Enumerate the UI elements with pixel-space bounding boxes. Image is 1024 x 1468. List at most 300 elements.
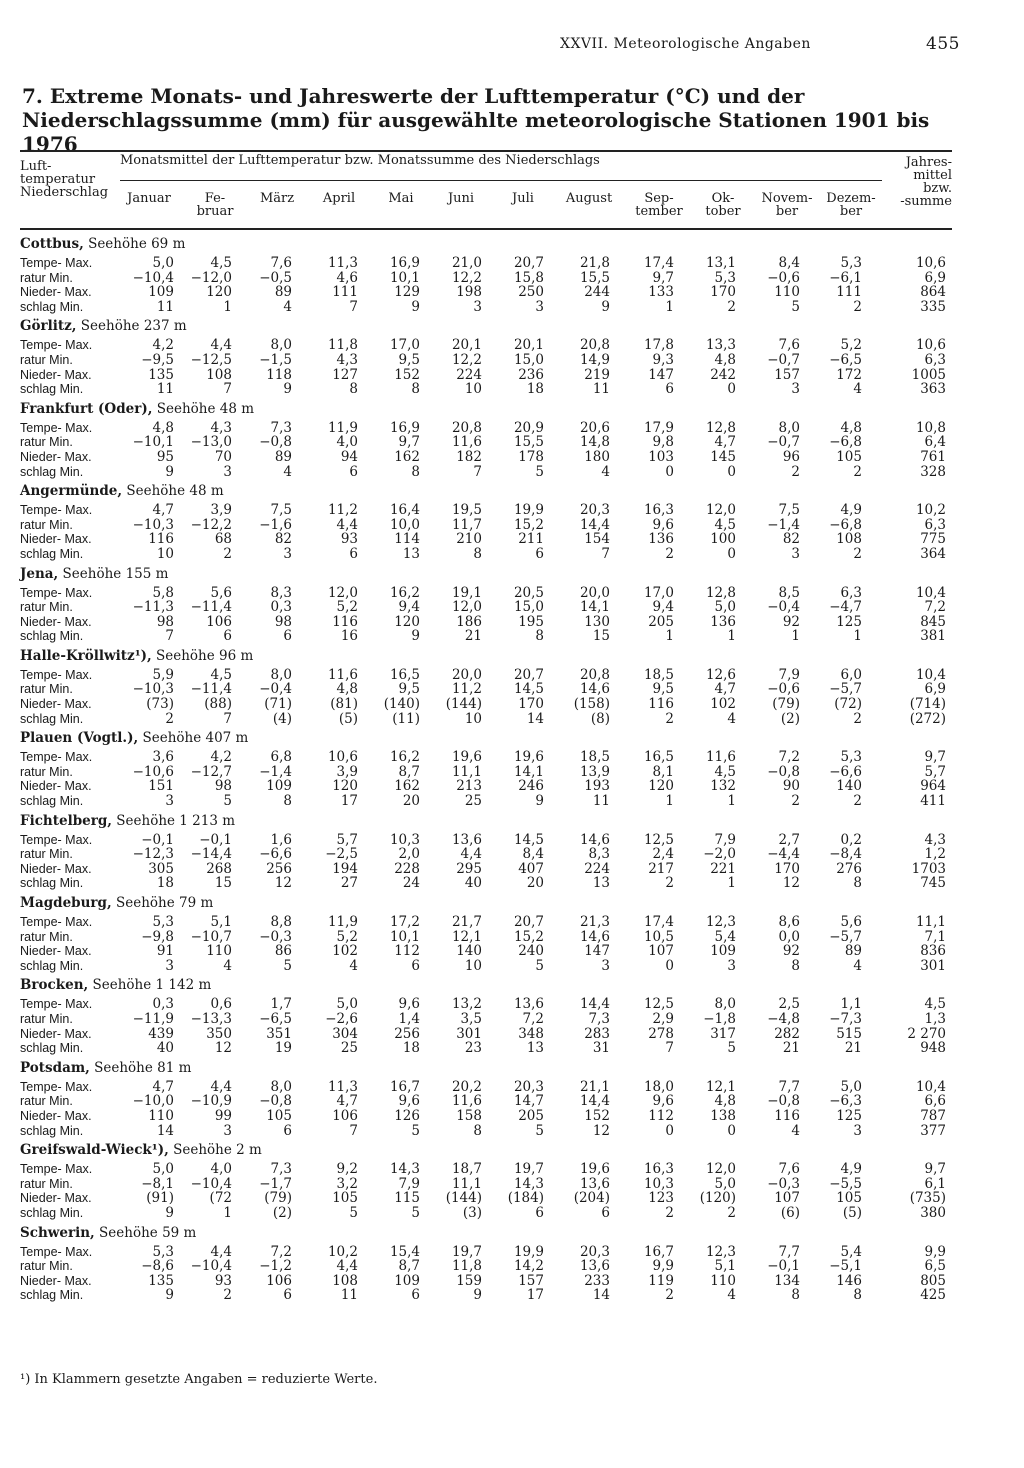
table-cell: 14,1 [513,763,544,780]
table-cell: 154 [584,531,610,548]
table-cell: 1,1 [840,996,862,1013]
table-cell: 8 [853,1287,862,1304]
table-cell: 3,5 [460,1010,482,1027]
table-cell: 12,5 [643,831,674,848]
row-label: schlag Min. [20,876,84,891]
table-cell: −1,5 [259,351,292,368]
table-cell: 8 [791,957,800,974]
table-cell: 18 [526,381,544,398]
table-row [20,1094,952,1109]
row-label: ratur Min. [20,352,73,367]
table-cell: 10,5 [643,928,674,945]
table-cell: (81) [330,696,358,713]
table-cell: 12,0 [451,599,482,616]
table-cell: 111 [836,284,862,301]
table-row [20,1109,952,1124]
table-row [20,915,952,930]
table-cell: 256 [394,1025,420,1042]
table-cell: 364 [920,545,946,562]
stub-header-line: Niederschlag [20,185,109,200]
table-cell: 425 [920,1287,946,1304]
table-cell: 100 [710,531,736,548]
month-header-line: April [322,191,356,206]
row-label: Nieder- Max. [20,614,92,629]
table-cell: 8,6 [778,914,800,930]
table-cell: −10,4 [190,1175,232,1192]
table-cell: 4,7 [714,681,736,698]
table-cell: 172 [836,366,862,383]
table-cell: 7,2 [522,1010,544,1027]
annual-header-line: bzw. [923,181,952,196]
table-cell: 7 [473,463,482,480]
table-cell: 138 [710,1107,736,1124]
table-cell: 136 [710,613,736,630]
row-label: Tempe- Max. [20,256,93,270]
station-elevation: Seehöhe 155 m [58,565,169,582]
table-cell: 20,1 [513,337,544,354]
table-cell: 10,1 [389,269,420,286]
table-cell: 16,4 [389,502,420,519]
table-cell: 6 [535,545,544,562]
month-header [248,192,306,205]
table-cell: 17,2 [389,914,420,930]
table-cell: 2 [791,793,800,810]
table-cell: 7,2 [778,749,800,766]
month-header [694,192,752,218]
table-cell: 1,4 [398,1010,420,1027]
table-cell: 7,7 [778,1078,800,1095]
table-cell: 123 [648,1190,674,1207]
table-cell: (140) [383,696,420,713]
table-cell: 3 [223,463,232,480]
table-cell: 213 [456,778,482,795]
annual-header-line: -summe [900,194,952,209]
table-cell: 301 [920,957,946,974]
table-cell: −0,1 [199,831,232,848]
table-cell: −12,2 [190,516,232,533]
row-label: ratur Min. [20,270,73,285]
station-elevation: Seehöhe 48 m [122,483,224,500]
table-cell: 19,6 [513,749,544,766]
table-cell: 6,5 [924,1258,946,1275]
table-cell: (72) [834,696,862,713]
row-label: schlag Min. [20,464,84,479]
table-cell: (735) [909,1190,946,1207]
table-cell: 240 [518,943,544,960]
table-cell: 19,7 [451,1243,482,1260]
table-cell: −0,3 [259,928,292,945]
table-cell: 4 [727,710,736,727]
table-cell: (4) [272,710,292,727]
table-cell: 16,3 [643,1161,674,1178]
table-cell: 170 [710,284,736,301]
table-cell: 515 [836,1025,862,1042]
table-cell: 4,2 [210,749,232,766]
table-cell: 380 [920,1204,946,1221]
table-cell: 4 [853,381,862,398]
table-cell: 3 [791,545,800,562]
table-cell: 2 [665,545,674,562]
table-cell: 246 [518,778,544,795]
station-row [20,479,952,503]
row-label: ratur Min. [20,764,73,779]
table-cell: 140 [456,943,482,960]
table-cell: 4,7 [152,502,174,519]
table-cell: 127 [332,366,358,383]
table-cell: 114 [394,531,420,548]
table-cell: 112 [394,943,420,960]
table-cell: 2,0 [398,846,420,863]
table-cell: 11,6 [705,749,736,766]
table-row [20,1027,952,1042]
table-cell: −10,4 [190,1258,232,1275]
table-cell: 17,0 [643,584,674,601]
table-cell: 105 [836,448,862,465]
table-cell: 89 [274,448,292,465]
table-cell: 12,8 [705,584,736,601]
station-row [20,973,952,997]
station-heading [20,1221,952,1245]
row-label: ratur Min. [20,847,73,862]
table-cell: 210 [456,531,482,548]
table-cell: 98 [274,613,292,630]
table-cell: 964 [920,778,946,795]
table-cell: 5,1 [714,1258,736,1275]
table-cell: 9 [535,793,544,810]
table-cell: 4,3 [210,419,232,436]
table-cell: 12,3 [705,1243,736,1260]
annual-header-line: Jahres- [905,155,952,170]
month-header [432,192,490,205]
table-cell: 6 [411,957,420,974]
table-cell: 120 [394,613,420,630]
row-label: Nieder- Max. [20,779,92,794]
table-cell: 4,8 [714,351,736,368]
table-cell: 864 [920,284,946,301]
table-cell: 9,9 [924,1243,946,1260]
table-cell: 5,1 [210,914,232,930]
table-cell: 5,0 [840,1078,862,1095]
table-cell: 20,8 [579,337,610,354]
table-cell: 283 [584,1025,610,1042]
table-cell: 4,4 [336,1258,358,1275]
table-cell: −1,4 [767,516,800,533]
table-cell: −1,4 [259,763,292,780]
table-cell: 20,1 [451,337,482,354]
table-cell: 13,9 [579,763,610,780]
table-cell: 4,5 [714,516,736,533]
table-cell: 20,0 [579,584,610,601]
table-cell: 112 [648,1107,674,1124]
running-header [560,36,960,52]
table-cell: 146 [836,1272,862,1289]
row-label: schlag Min. [20,299,84,314]
table-cell: (79) [772,696,800,713]
table-cell: 7 [349,1122,358,1139]
table-cell: 103 [648,448,674,465]
station-elevation: Seehöhe 1 142 m [88,977,212,994]
row-label: schlag Min. [20,1123,84,1138]
table-cell: 21,0 [451,255,482,271]
table-cell: 19,6 [451,749,482,766]
table-cell: 31 [592,1040,610,1057]
month-header-line: tober [705,204,741,219]
month-header-line: Juli [512,191,534,206]
table-cell: −0,3 [767,1175,800,1192]
table-cell: 98 [214,778,232,795]
table-cell: 6,3 [924,351,946,368]
table-cell: 16,7 [643,1243,674,1260]
table-cell: 8 [473,545,482,562]
table-cell: 109 [710,943,736,960]
table-cell: 5 [223,793,232,810]
table-cell: 4,4 [460,846,482,863]
table-cell: 3,2 [336,1175,358,1192]
table-cell: (73) [146,696,174,713]
table-cell: 9,6 [398,1093,420,1110]
table-cell: 159 [456,1272,482,1289]
table-cell: −8,6 [141,1258,174,1275]
table-cell: 3,9 [210,502,232,519]
table-cell: 236 [518,366,544,383]
table-cell: −8,4 [829,846,862,863]
table-cell: 7,6 [778,1161,800,1178]
table-cell: 14,4 [579,996,610,1013]
table-cell: 11,6 [451,1093,482,1110]
table-cell: −2,5 [325,846,358,863]
station-name: Angermünde, [20,483,123,500]
table-cell: 11 [592,793,610,810]
table-cell: 5,2 [840,337,862,354]
station-heading [20,726,952,750]
row-label: schlag Min. [20,382,84,397]
table-cell: 4,0 [210,1161,232,1178]
table-cell: 9 [473,1287,482,1304]
table-cell: 7,7 [778,1243,800,1260]
table-cell: 4,7 [714,434,736,451]
table-cell: 40 [156,1040,174,1057]
table-cell: 18,0 [643,1078,674,1095]
table-cell: (120) [699,1190,736,1207]
footnote: ¹) In Klammern gesetzte Angaben = reduzierte Werte. [20,1372,378,1387]
table-cell: 6,4 [924,434,946,451]
table-cell: 7,3 [270,1161,292,1178]
table-cell: 11 [156,298,174,315]
table-cell: 4 [791,1122,800,1139]
row-label: Nieder- Max. [20,861,92,876]
row-label: ratur Min. [20,435,73,450]
table-cell: 224 [456,366,482,383]
table-cell: 4 [349,957,358,974]
table-cell: 21,3 [579,914,610,930]
table-cell: 12,0 [705,502,736,519]
month-header-line: Ok- [711,191,735,206]
table-cell: 182 [456,448,482,465]
table-cell: 110 [206,943,232,960]
table-cell: 9 [601,298,610,315]
table-cell: 6 [349,545,358,562]
table-cell: 205 [648,613,674,630]
table-cell: 10,8 [915,419,946,436]
table-cell: 18,5 [643,666,674,683]
table-cell: 20,3 [579,502,610,519]
table-cell: 301 [456,1025,482,1042]
table-cell: 105 [332,1190,358,1207]
row-label: Nieder- Max. [20,1191,92,1206]
row-label: ratur Min. [20,517,73,532]
table-cell: 92 [782,943,800,960]
table-cell: 108 [332,1272,358,1289]
station-heading [20,644,952,668]
table-cell: −5,1 [829,1258,862,1275]
table-row [20,682,952,697]
month-header [630,192,688,218]
table-cell: 0 [727,381,736,398]
table-cell: 8 [411,381,420,398]
table-cell: 0,3 [270,599,292,616]
table-cell: 7,1 [924,928,946,945]
table-cell: 120 [332,778,358,795]
month-header-line: ber [775,204,799,219]
table-cell: −1,2 [259,1258,292,1275]
table-cell: (5) [842,1204,862,1221]
table-cell: 9,6 [652,516,674,533]
table-row [20,586,952,601]
table-cell: 15,2 [513,928,544,945]
table-cell: 5,0 [152,1161,174,1178]
table-row [20,1206,952,1221]
table-cell: 8 [853,875,862,892]
table-cell: 4,4 [210,1078,232,1095]
table-row [20,1274,952,1289]
table-row [20,862,952,877]
row-label: Nieder- Max. [20,449,92,464]
table-cell: 6 [535,1204,544,1221]
month-header [120,192,178,205]
table-cell: 5,6 [840,914,862,930]
table-cell: 70 [214,448,232,465]
table-cell: 351 [266,1025,292,1042]
table-cell: 8 [473,1122,482,1139]
table-cell: 3 [223,1122,232,1139]
station-elevation: Seehöhe 96 m [151,647,254,664]
table-row [20,503,952,518]
table-row [20,1041,952,1056]
table-row [20,1288,952,1303]
table-cell: 20,6 [579,419,610,436]
data-table [20,232,952,1303]
table-cell: 4,0 [336,434,358,451]
table-cell: 9 [283,381,292,398]
table-cell: 20,7 [513,914,544,930]
month-header [310,192,368,205]
row-label: Nieder- Max. [20,944,92,959]
table-cell: 10,3 [389,831,420,848]
annual-header [888,156,952,208]
table-cell: 108 [206,366,232,383]
table-cell: 2 [665,710,674,727]
table-cell: 304 [332,1025,358,1042]
table-cell: 9 [411,298,420,315]
table-cell: 86 [274,943,292,960]
table-row [20,668,952,683]
table-cell: 4,6 [336,269,358,286]
table-cell: 10,6 [327,749,358,766]
table-cell: −8,1 [141,1175,174,1192]
table-cell: 23 [464,1040,482,1057]
table-cell: 102 [332,943,358,960]
station-name: Cottbus, [20,236,84,252]
table-cell: (5) [338,710,358,727]
table-cell: 12,1 [705,1078,736,1095]
table-cell: −4,8 [767,1010,800,1027]
table-cell: 170 [518,696,544,713]
table-cell: 2 [223,1287,232,1304]
table-cell: 7,2 [924,599,946,616]
table-cell: 13 [526,1040,544,1057]
row-label: Tempe- Max. [20,997,93,1012]
table-cell: 14,3 [389,1161,420,1178]
table-cell: −10,0 [132,1093,174,1110]
table-cell: 16,3 [643,502,674,519]
table-cell: 157 [774,366,800,383]
table-cell: −10,7 [190,928,232,945]
table-cell: 6,1 [924,1175,946,1192]
table-cell: 9,9 [652,1258,674,1275]
table-cell: 5,3 [152,1243,174,1260]
table-cell: −0,8 [259,434,292,451]
table-cell: 4,4 [210,337,232,354]
station-row [20,1138,952,1162]
table-cell: 21,7 [451,914,482,930]
table-cell: 106 [266,1272,292,1289]
table-cell: 135 [148,366,174,383]
table-cell: 147 [584,943,610,960]
table-cell: 13,6 [579,1175,610,1192]
table-cell: 5 [535,463,544,480]
row-label: ratur Min. [20,600,73,615]
table-cell: 17 [526,1287,544,1304]
month-header [494,192,552,205]
table-cell: −12,7 [190,763,232,780]
table-cell: (11) [392,710,420,727]
table-cell: 9,6 [652,1093,674,1110]
table-cell: 305 [148,860,174,877]
section-title: XXVII. Meteorologische Angaben [560,36,811,52]
table-cell: 20,2 [451,1078,482,1095]
table-cell: 4,7 [152,1078,174,1095]
table-cell: 18,5 [579,749,610,766]
table-cell: 9 [411,628,420,645]
table-cell: 15,5 [513,434,544,451]
table-cell: 7,5 [270,502,292,519]
table-cell: 761 [920,448,946,465]
table-cell: (91) [146,1190,174,1207]
table-cell: 295 [456,860,482,877]
table-cell: −0,1 [767,1258,800,1275]
station-elevation: Seehöhe 48 m [152,400,255,417]
month-header [186,192,244,218]
table-cell: 106 [332,1107,358,1124]
table-cell: 180 [584,448,610,465]
table-cell: 244 [584,284,610,301]
station-row [20,397,952,421]
table-cell: 5 [535,1122,544,1139]
table-cell: 5 [791,298,800,315]
table-cell: 8,0 [714,996,736,1013]
table-cell: −14,4 [190,846,232,863]
table-cell: 14 [526,710,544,727]
